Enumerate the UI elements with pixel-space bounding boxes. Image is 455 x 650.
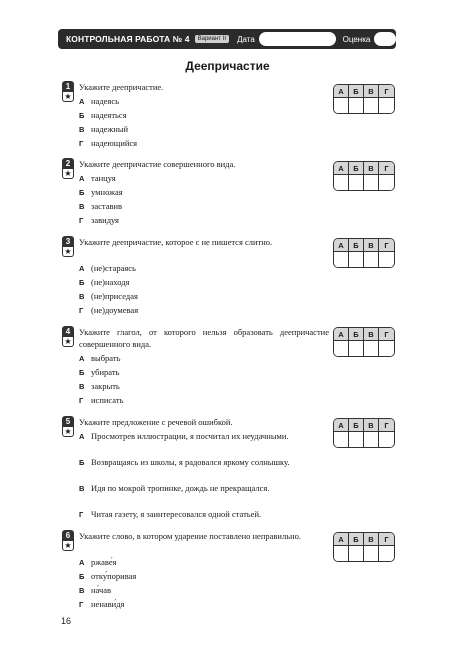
option-text: выбрать bbox=[91, 353, 121, 363]
star-icon: ★ bbox=[62, 92, 74, 102]
option-letter: Б bbox=[79, 368, 85, 377]
answer-cell-b[interactable] bbox=[349, 432, 364, 447]
question-number-badge bbox=[62, 81, 74, 102]
option-text: умножая bbox=[91, 187, 123, 197]
answer-cell-a[interactable] bbox=[334, 252, 349, 267]
question-number-badge bbox=[62, 236, 74, 257]
answer-cell-a[interactable] bbox=[334, 98, 349, 113]
option-letter: Г bbox=[79, 139, 84, 148]
answer-header-d: Г bbox=[379, 419, 394, 432]
option-c[interactable] bbox=[79, 584, 329, 597]
variant-badge: Вариант II bbox=[195, 35, 229, 43]
question-number: 6 bbox=[62, 530, 74, 541]
option-letter: В bbox=[79, 484, 85, 493]
answer-header-c: В bbox=[364, 239, 379, 252]
answer-cell-a[interactable] bbox=[334, 175, 349, 190]
answer-cell-a[interactable] bbox=[334, 546, 349, 561]
option-text: ржаве́я bbox=[91, 557, 117, 567]
answer-cell-a[interactable] bbox=[334, 432, 349, 447]
answer-header-a: А bbox=[334, 419, 349, 432]
option-text: ненави́дя bbox=[91, 599, 125, 609]
answer-header-d: Г bbox=[379, 328, 394, 341]
option-a[interactable] bbox=[79, 262, 329, 275]
option-a[interactable] bbox=[79, 430, 329, 443]
question-number: 2 bbox=[62, 158, 74, 169]
page-number: 16 bbox=[61, 616, 72, 626]
option-text: надеясь bbox=[91, 96, 119, 106]
answer-header-c: В bbox=[364, 162, 379, 175]
option-text: надежный bbox=[91, 124, 129, 134]
option-c[interactable] bbox=[79, 123, 329, 136]
page-title: Деепричастие bbox=[185, 59, 270, 73]
question-number-badge bbox=[62, 416, 74, 437]
option-text: надеющийся bbox=[91, 138, 138, 148]
question-number: 1 bbox=[62, 81, 74, 92]
answer-grid-4 bbox=[333, 327, 395, 357]
answer-cell-c[interactable] bbox=[364, 341, 379, 356]
option-d[interactable] bbox=[79, 304, 329, 317]
option-letter: Г bbox=[79, 306, 84, 315]
header-title: КОНТРОЛЬНАЯ РАБОТА № 4 bbox=[66, 34, 190, 44]
option-letter: А bbox=[79, 354, 85, 363]
option-c[interactable] bbox=[79, 380, 329, 393]
answer-grid-1 bbox=[333, 84, 395, 114]
star-icon: ★ bbox=[62, 247, 74, 257]
star-icon: ★ bbox=[62, 541, 74, 551]
option-letter: Г bbox=[79, 396, 84, 405]
answer-cell-a[interactable] bbox=[334, 341, 349, 356]
option-text: отку́поривая bbox=[91, 571, 137, 581]
answer-header-c: В bbox=[364, 85, 379, 98]
date-label: Дата bbox=[237, 34, 255, 44]
option-letter: Б bbox=[79, 278, 85, 287]
option-c[interactable] bbox=[79, 200, 329, 213]
answer-header-c: В bbox=[364, 328, 379, 341]
option-letter: А bbox=[79, 558, 85, 567]
answer-header-b: Б bbox=[349, 239, 364, 252]
option-a[interactable] bbox=[79, 556, 329, 569]
grade-field[interactable] bbox=[374, 32, 396, 46]
answer-header-a: А bbox=[334, 533, 349, 546]
answer-cell-d[interactable] bbox=[379, 98, 394, 113]
option-text: Идя по мокрой тропинке, дождь не прекращался. bbox=[91, 483, 270, 493]
option-text: закрыть bbox=[91, 381, 120, 391]
option-b[interactable] bbox=[79, 366, 329, 379]
answer-cell-d[interactable] bbox=[379, 175, 394, 190]
grade-label: Оценка bbox=[342, 34, 371, 44]
question-text: Укажите деепричастие. bbox=[79, 82, 164, 92]
question-number: 3 bbox=[62, 236, 74, 247]
option-text: (не)стараясь bbox=[91, 263, 136, 273]
option-letter: Г bbox=[79, 510, 84, 519]
option-text: (не)приседая bbox=[91, 291, 138, 301]
option-letter: Б bbox=[79, 188, 85, 197]
answer-cell-c[interactable] bbox=[364, 98, 379, 113]
answer-header-b: Б bbox=[349, 162, 364, 175]
answer-cell-b[interactable] bbox=[349, 546, 364, 561]
option-letter: А bbox=[79, 174, 85, 183]
option-text: Читая газету, я заинтересовался одной статьей. bbox=[91, 509, 262, 519]
option-letter: В bbox=[79, 382, 85, 391]
option-letter: В bbox=[79, 292, 85, 301]
option-d[interactable] bbox=[79, 394, 329, 407]
star-icon: ★ bbox=[62, 337, 74, 347]
option-text: Возвращаясь из школы, я радовался яркому солнышку. bbox=[91, 457, 290, 467]
option-text: убирать bbox=[91, 367, 120, 377]
answer-cell-c[interactable] bbox=[364, 175, 379, 190]
star-icon: ★ bbox=[62, 169, 74, 179]
answer-cell-c[interactable] bbox=[364, 252, 379, 267]
option-text: танцуя bbox=[91, 173, 116, 183]
answer-cell-b[interactable] bbox=[349, 98, 364, 113]
question-number: 5 bbox=[62, 416, 74, 427]
option-a[interactable] bbox=[79, 352, 329, 365]
answer-cell-d[interactable] bbox=[379, 432, 394, 447]
answer-cell-b[interactable] bbox=[349, 175, 364, 190]
answer-cell-d[interactable] bbox=[379, 252, 394, 267]
option-letter: В bbox=[79, 586, 85, 595]
option-letter: Г bbox=[79, 600, 84, 609]
answer-header-b: Б bbox=[349, 328, 364, 341]
option-d[interactable] bbox=[79, 598, 329, 611]
option-b[interactable] bbox=[79, 276, 329, 289]
star-icon: ★ bbox=[62, 427, 74, 437]
option-letter: А bbox=[79, 264, 85, 273]
option-letter: А bbox=[79, 432, 85, 441]
option-letter: В bbox=[79, 202, 85, 211]
answer-header-a: А bbox=[334, 162, 349, 175]
answer-header-c: В bbox=[364, 419, 379, 432]
option-letter: Б bbox=[79, 111, 85, 120]
option-letter: А bbox=[79, 97, 85, 106]
option-b[interactable] bbox=[79, 570, 329, 583]
option-a[interactable] bbox=[79, 172, 329, 185]
question-text: Укажите деепричастие, которое с не пишется слитно. bbox=[79, 237, 273, 247]
option-text: на́чав bbox=[91, 585, 112, 595]
option-text: завидуя bbox=[91, 215, 119, 225]
question-number-badge bbox=[62, 326, 74, 347]
answer-grid-2 bbox=[333, 161, 395, 191]
option-letter: Б bbox=[79, 572, 85, 581]
answer-header-b: Б bbox=[349, 85, 364, 98]
question-text: Укажите предложение с речевой ошибкой. bbox=[79, 417, 233, 427]
answer-header-c: В bbox=[364, 533, 379, 546]
question-number-badge bbox=[62, 158, 74, 179]
option-letter: Г bbox=[79, 216, 84, 225]
answer-cell-c[interactable] bbox=[364, 546, 379, 561]
option-text: Просмотрев иллюстрации, я посчитал их неудачными. bbox=[91, 431, 289, 441]
option-letter: Б bbox=[79, 458, 85, 467]
answer-cell-b[interactable] bbox=[349, 252, 364, 267]
option-b[interactable] bbox=[79, 109, 329, 122]
question-number-badge bbox=[62, 530, 74, 551]
option-a[interactable] bbox=[79, 95, 329, 108]
option-text: исписать bbox=[91, 395, 124, 405]
option-text: надеяться bbox=[91, 110, 127, 120]
answer-cell-d[interactable] bbox=[379, 546, 394, 561]
worksheet-header bbox=[58, 29, 396, 49]
option-c[interactable] bbox=[79, 482, 329, 495]
question-text: Укажите деепричастие совершенного вида. bbox=[79, 159, 236, 169]
option-c[interactable] bbox=[79, 290, 329, 303]
option-letter: В bbox=[79, 125, 85, 134]
answer-cell-c[interactable] bbox=[364, 432, 379, 447]
question-text: Укажите слово, в котором ударение поставлено неправильно. bbox=[79, 531, 302, 541]
option-b[interactable] bbox=[79, 456, 329, 469]
option-d[interactable] bbox=[79, 137, 329, 150]
answer-header-d: Г bbox=[379, 85, 394, 98]
option-text: (не)находя bbox=[91, 277, 130, 287]
answer-header-d: Г bbox=[379, 162, 394, 175]
option-text: (не)доумевая bbox=[91, 305, 139, 315]
answer-header-b: Б bbox=[349, 419, 364, 432]
answer-header-d: Г bbox=[379, 533, 394, 546]
question-number: 4 bbox=[62, 326, 74, 337]
answer-grid-6 bbox=[333, 532, 395, 562]
answer-grid-5 bbox=[333, 418, 395, 448]
answer-header-d: Г bbox=[379, 239, 394, 252]
answer-cell-d[interactable] bbox=[379, 341, 394, 356]
date-field[interactable] bbox=[259, 32, 336, 46]
question-text: Укажите глагол, от которого нельзя образовать деепричастие совершенного вида. bbox=[79, 327, 329, 349]
option-text: заставив bbox=[91, 201, 123, 211]
option-b[interactable] bbox=[79, 186, 329, 199]
answer-cell-b[interactable] bbox=[349, 341, 364, 356]
answer-header-b: Б bbox=[349, 533, 364, 546]
answer-header-a: А bbox=[334, 328, 349, 341]
option-d[interactable] bbox=[79, 214, 329, 227]
answer-header-a: А bbox=[334, 239, 349, 252]
answer-grid-3 bbox=[333, 238, 395, 268]
option-d[interactable] bbox=[79, 508, 329, 521]
answer-header-a: А bbox=[334, 85, 349, 98]
